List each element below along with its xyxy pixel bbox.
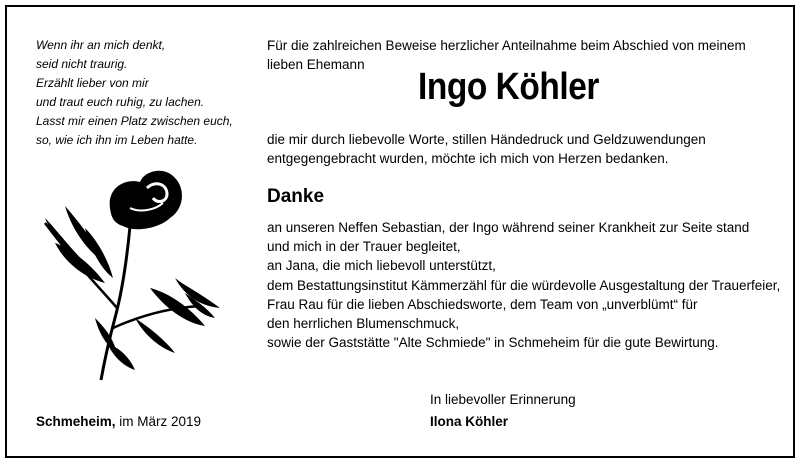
poem [36, 36, 256, 150]
acknowledgement-line: an unseren Neffen Sebastian, der Ingo während seiner Krankheit zur Seite stand [267, 220, 750, 235]
poem-line: seid nicht traurig. [36, 57, 128, 71]
thanks-line: die mir durch liebevolle Worte, stillen Händedruck und Geldzuwendungen [267, 132, 706, 147]
acknowledgement-line: dem Bestattungsinstitut Kämmerzähl für die würdevolle Ausgestaltung der Trauerfeier, [267, 277, 781, 293]
thanks-text [267, 130, 787, 168]
deceased-name: Ingo Köhler [418, 66, 599, 108]
notice-date: im März 2019 [115, 414, 202, 429]
rose-icon [35, 168, 225, 383]
poem-line: so, wie ich ihn im Leben hatte. [36, 133, 198, 147]
acknowledgement-line: sowie der Gaststätte "Alte Schmiede" in Schmeheim für die gute Bewirtung. [267, 335, 719, 351]
poem-line: Erzählt lieber von mir [36, 76, 149, 90]
acknowledgement-line: an Jana, die mich liebevoll unterstützt, [267, 258, 496, 274]
place-town: Schmeheim, [36, 414, 116, 429]
thanks-line: entgegengebracht wurden, möchte ich mich von Herzen bedanken. [267, 151, 669, 166]
poem-line: Lasst mir einen Platz zwischen euch, [36, 114, 233, 128]
acknowledgement-line: und mich in der Trauer begleitet, [267, 239, 461, 255]
place-date [36, 414, 201, 429]
acknowledgements [267, 218, 787, 352]
signature-name: Ilona Köhler [430, 414, 509, 429]
acknowledgement-line: Frau Rau für die lieben Abschiedsworte, dem Team von „unverblümt“ für [267, 296, 698, 312]
intro-line: Für die zahlreichen Beweise herzlicher Anteilnahme beim Abschied von meinem [267, 38, 746, 53]
signature-closing: In liebevoller Erinnerung [430, 392, 576, 407]
poem-line: Wenn ihr an mich denkt, [36, 38, 166, 52]
danke-heading: Danke [267, 186, 325, 207]
signature-block [430, 389, 576, 433]
poem-line: und traut euch ruhig, zu lachen. [36, 95, 205, 109]
acknowledgement-line: den herrlichen Blumenschmuck, [267, 316, 460, 332]
intro-line: lieben Ehemann [267, 57, 365, 72]
